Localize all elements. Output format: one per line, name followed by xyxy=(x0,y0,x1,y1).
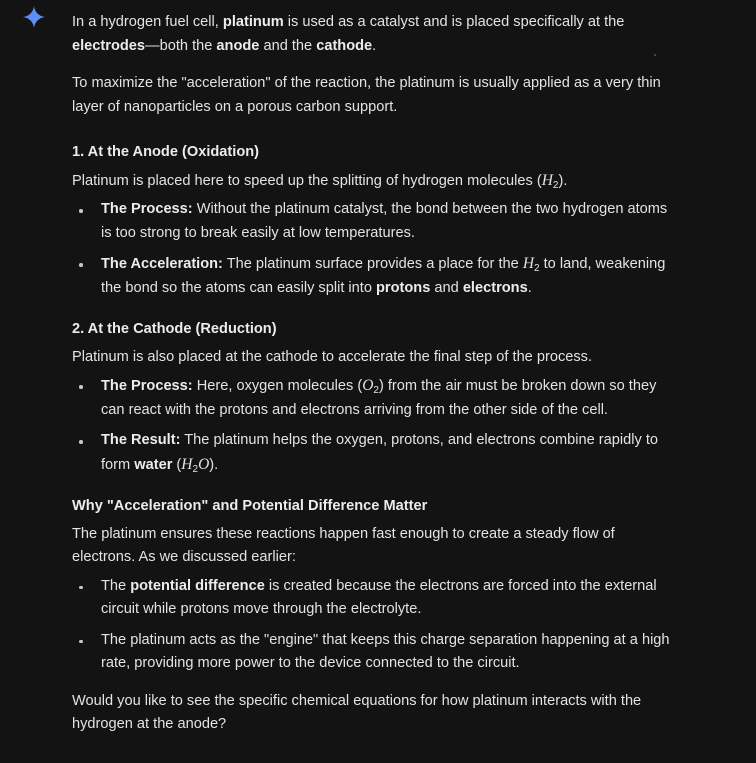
why-list xyxy=(72,575,672,676)
closing-question: Would you like to see the specific chemical equations for how platinum interacts with the hydrogen at the anode? xyxy=(72,692,642,732)
list-item: The platinum acts as the "engine" that keeps this charge separation happening at a high rate, providing more power to the device connected to the circuit. xyxy=(72,629,672,676)
why-heading: Why "Acceleration" and Potential Difference Matter xyxy=(72,498,428,514)
intro-paragraph-2: To maximize the "acceleration" of the reaction, the platinum is usually applied as a very thin layer of nanoparticles on a porous carbon support. xyxy=(72,75,661,115)
cathode-lead: Platinum is also placed at the cathode to accelerate the final step of the process. xyxy=(72,348,593,365)
list-item: The Process: Without the platinum catalyst, the bond between the two hydrogen atoms is too strong to break easily at low temperatures. xyxy=(72,198,672,245)
list-item: The Result: The platinum helps the oxygen, protons, and electrons combine rapidly to form water $(H_2O)$. xyxy=(72,429,672,477)
anode-heading: 1. At the Anode (Oxidation) xyxy=(72,144,260,160)
list-item: The potential difference is created because the electrons are forced into the external circuit while protons move through the electrolyte. xyxy=(72,575,672,622)
cathode-heading: 2. At the Cathode (Reduction) xyxy=(72,321,277,337)
why-lead: The platinum ensures these reactions happen fast enough to create a steady flow of electrons. As we discussed earlier: xyxy=(72,525,615,565)
anode-list xyxy=(72,198,672,300)
list-item: The Acceleration: The platinum surface provides a place for the $H_2$ to land, weakening the bond so the atoms can easily split into protons and electrons. xyxy=(72,252,672,300)
cathode-list xyxy=(72,374,672,477)
list-item: The Process: Here, oxygen molecules $(O_2)$ from the air must be broken down so they can react with the protons and electrons arriving from the other side of the cell. xyxy=(72,374,672,422)
assistant-response xyxy=(72,11,672,737)
anode-lead: Platinum is placed here to speed up the splitting of hydrogen molecules $(H_2)$. xyxy=(72,171,568,191)
intro-paragraph: In a hydrogen fuel cell, platinum is used as a catalyst and is placed specifically at the electrodes—both the anode and the cathode. xyxy=(72,14,625,54)
sparkle-icon xyxy=(22,5,46,29)
